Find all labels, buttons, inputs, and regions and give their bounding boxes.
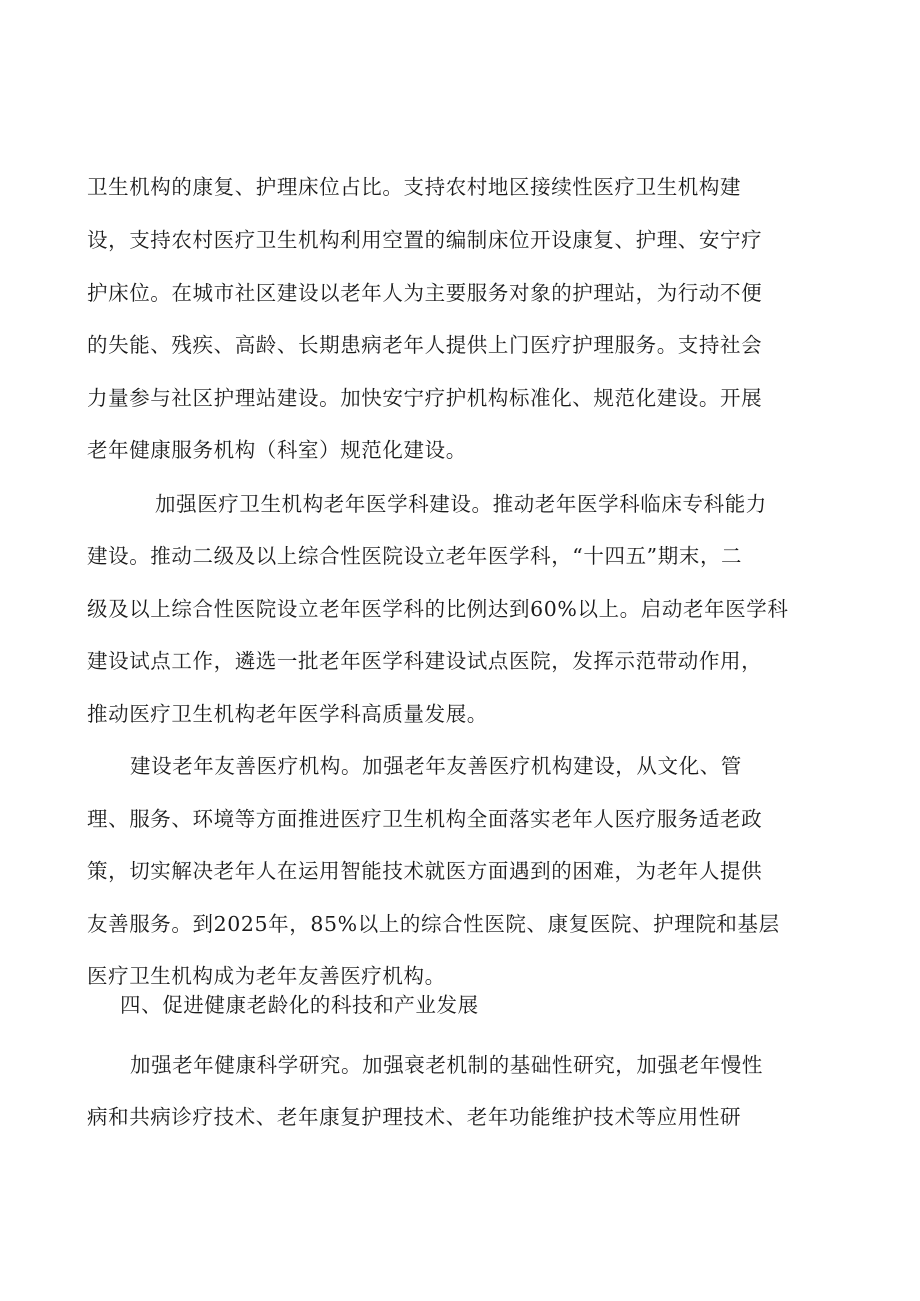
section-heading: 四、促进健康老龄化的科技和产业发展 bbox=[120, 993, 479, 1017]
text-line: 友善服务。到2025年，85%以上的综合性医院、康复医院、护理院和基层 bbox=[87, 912, 780, 936]
text-line: 理、服务、环境等方面推进医疗卫生机构全面落实老年人医疗服务适老政 bbox=[87, 807, 763, 831]
text-line: 设，支持农村医疗卫生机构利用空置的编制床位开设康复、护理、安宁疗 bbox=[87, 228, 763, 252]
text-line: 建设老年友善医疗机构。加强老年友善医疗机构建设，从文化、管 bbox=[130, 754, 742, 778]
text-line: 卫生机构的康复、护理床位占比。支持农村地区接续性医疗卫生机构建 bbox=[87, 175, 742, 199]
text-line: 建设。推动二级及以上综合性医院设立老年医学科，“十四五”期末，二 bbox=[87, 544, 743, 568]
text-line: 病和共病诊疗技术、老年康复护理技术、老年功能维护技术等应用性研 bbox=[87, 1105, 742, 1129]
text-line: 加强医疗卫生机构老年医学科建设。推动老年医学科临床专科能力 bbox=[155, 492, 767, 516]
text-line: 医疗卫生机构成为老年友善医疗机构。 bbox=[87, 964, 446, 988]
text-line: 建设试点工作，遴选一批老年医学科建设试点医院，发挥示范带动作用， bbox=[87, 649, 763, 673]
text-line: 力量参与社区护理站建设。加快安宁疗护机构标准化、规范化建设。开展 bbox=[87, 386, 763, 410]
text-line: 加强老年健康科学研究。加强衰老机制的基础性研究，加强老年慢性 bbox=[130, 1053, 763, 1077]
text-line: 推动医疗卫生机构老年医学科高质量发展。 bbox=[87, 702, 488, 726]
text-line: 级及以上综合性医院设立老年医学科的比例达到60%以上。启动老年医学科 bbox=[87, 597, 789, 621]
text-line: 策，切实解决老年人在运用智能技术就医方面遇到的困难，为老年人提供 bbox=[87, 859, 763, 883]
text-line: 护床位。在城市社区建设以老年人为主要服务对象的护理站，为行动不便 bbox=[87, 281, 763, 305]
text-line: 的失能、残疾、高龄、长期患病老年人提供上门医疗护理服务。支持社会 bbox=[87, 333, 763, 357]
text-line: 老年健康服务机构（科室）规范化建设。 bbox=[87, 438, 467, 462]
